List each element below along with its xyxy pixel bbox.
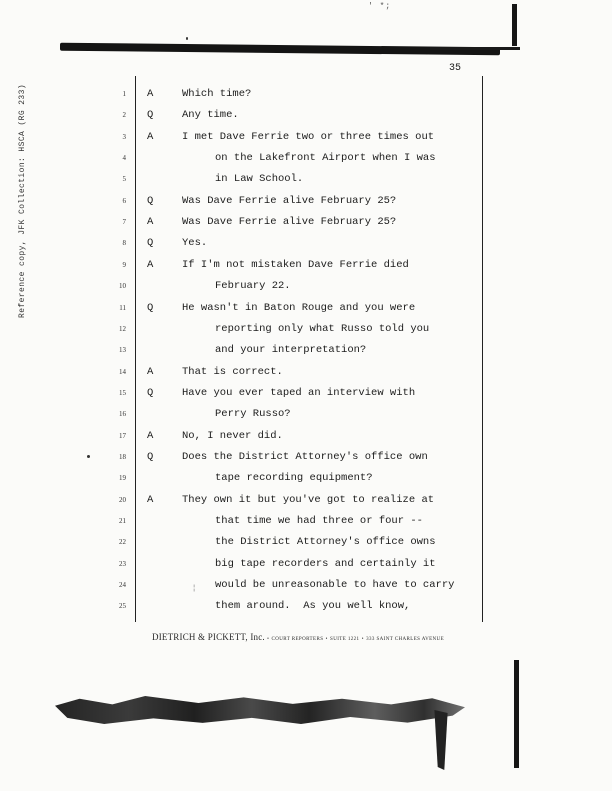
line-text: on the Lakefront Airport when I was: [215, 152, 436, 165]
footer-separator: •: [361, 637, 364, 642]
line-text: Does the District Attorney's office own: [182, 450, 428, 463]
transcript-line: [0, 579, 612, 599]
line-text: No, I never did.: [182, 429, 283, 442]
transcript-line: [0, 216, 612, 236]
transcript-line: [0, 387, 612, 407]
transcript-line: [0, 259, 612, 279]
transcript-line: [0, 536, 612, 556]
line-text: Yes.: [182, 237, 208, 250]
line-number: 16: [119, 410, 126, 419]
line-number: 17: [119, 431, 126, 440]
transcript-line: [0, 430, 612, 450]
speaker-label: Q: [147, 237, 154, 250]
transcript-line: [0, 173, 612, 193]
speaker-label: A: [147, 365, 154, 378]
line-number: 19: [119, 474, 126, 483]
transcript-line: [0, 195, 612, 215]
speaker-label: A: [147, 88, 154, 100]
line-text: Have you ever taped an interview with: [182, 386, 416, 399]
transcript-line: [0, 366, 612, 386]
footer-separator: •: [267, 637, 270, 642]
transcript-line: [0, 323, 612, 343]
line-text: He wasn't in Baton Rouge and you were: [182, 301, 416, 314]
line-number: 7: [122, 218, 126, 227]
line-text: the District Attorney's office owns: [215, 536, 436, 549]
transcript-line: [0, 558, 612, 578]
footer-company: DIETRICH & PICKETT, Inc.: [152, 632, 265, 642]
speaker-label: Q: [147, 386, 154, 399]
scan-speck-text: ' *;: [368, 2, 392, 11]
transcript-line: [0, 472, 612, 492]
line-number: 14: [119, 367, 126, 376]
line-text: If I'm not mistaken Dave Ferrie died: [182, 258, 409, 271]
transcript-line: [0, 88, 612, 108]
footer-suite: SUITE 1221: [330, 637, 360, 642]
line-text: That is correct.: [182, 365, 283, 378]
transcript-line: [0, 131, 612, 151]
scan-top-bar-tail: [430, 47, 520, 50]
transcript-line: [0, 600, 612, 620]
speaker-label: A: [147, 258, 154, 271]
line-number: 11: [119, 303, 126, 312]
page-number: 35: [449, 63, 462, 74]
line-number: 13: [119, 346, 126, 355]
line-text: big tape recorders and certainly it: [215, 557, 436, 570]
archive-stamp: Reference copy, JFK Collection: HSCA (RG 233): [18, 83, 27, 318]
line-text: and your interpretation?: [215, 344, 367, 357]
line-number: 12: [119, 324, 126, 333]
speaker-label: A: [147, 493, 154, 506]
line-number: 10: [119, 282, 126, 291]
line-number: 24: [119, 581, 126, 590]
line-number: 18: [119, 452, 126, 461]
line-number: 5: [122, 175, 126, 184]
line-text: them around. As you well know,: [215, 600, 411, 613]
line-number: 23: [119, 559, 126, 568]
speaker-label: A: [147, 130, 154, 143]
line-text: reporting only what Russo told you: [215, 322, 430, 335]
transcript-line: [0, 237, 612, 257]
line-number: 4: [122, 154, 126, 163]
scan-speck: [186, 37, 188, 40]
transcript-line: [0, 344, 612, 364]
line-text: I met Dave Ferrie two or three times out: [182, 130, 435, 143]
line-number: 15: [119, 388, 126, 397]
speaker-label: Q: [147, 450, 154, 463]
transcript-line: [0, 152, 612, 172]
line-text: Any time.: [182, 109, 239, 122]
speaker-label: Q: [147, 109, 154, 122]
line-number: 1: [122, 90, 126, 98]
line-number: 22: [119, 538, 126, 547]
line-number: 21: [119, 517, 126, 525]
transcript-line: [0, 515, 612, 535]
scan-edge-mark-top: [512, 4, 517, 46]
line-text: in Law School.: [215, 173, 304, 186]
court-reporter-footer: [152, 632, 492, 642]
line-number: 9: [122, 260, 126, 269]
line-text: Was Dave Ferrie alive February 25?: [182, 216, 397, 229]
scan-speck: ¦: [192, 585, 197, 593]
transcript-line: [0, 280, 612, 300]
line-text: would be unreasonable to have to carry: [215, 579, 455, 592]
line-text: tape recording equipment?: [215, 472, 373, 485]
transcript-line: [0, 302, 612, 322]
line-number: 25: [119, 602, 126, 611]
line-number: 8: [122, 239, 126, 248]
line-number: 2: [122, 111, 126, 120]
transcript-line: [0, 451, 612, 471]
transcript-line: [0, 109, 612, 129]
line-text: that time we had three or four --: [215, 515, 423, 527]
footer-separator: •: [325, 637, 328, 642]
line-text: They own it but you've got to realize at: [182, 493, 435, 506]
transcript-line: [0, 494, 612, 514]
line-text: Perry Russo?: [215, 408, 291, 421]
scan-smudge: [55, 696, 465, 724]
speaker-label: Q: [147, 194, 154, 207]
transcript-line: [0, 408, 612, 428]
scan-smudge: [430, 710, 452, 770]
line-text: February 22.: [215, 280, 291, 293]
footer-services: COURT REPORTERS: [271, 637, 324, 642]
line-number: 20: [119, 495, 126, 504]
line-number: 3: [122, 132, 126, 141]
speaker-label: A: [147, 216, 154, 229]
line-text: Was Dave Ferrie alive February 25?: [182, 194, 397, 207]
scan-edge-mark-bottom: [514, 660, 519, 768]
line-number: 6: [122, 196, 126, 205]
footer-address: 333 SAINT CHARLES AVENUE: [366, 637, 445, 642]
speaker-label: Q: [147, 301, 154, 314]
line-text: Which time?: [182, 88, 252, 100]
speaker-label: A: [147, 429, 154, 442]
